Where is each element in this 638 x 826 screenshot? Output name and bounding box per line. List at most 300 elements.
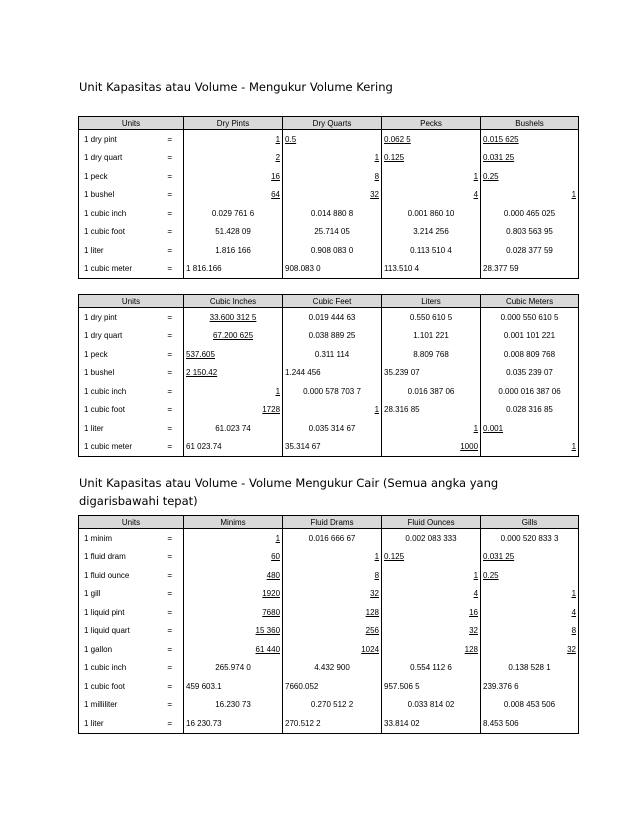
table-cell [283,401,382,420]
column-header: Cubic Feet [283,295,382,308]
cell-value: 0.270 512 2 [310,700,354,710]
table-cell [382,149,481,168]
column-header: Fluid Ounces [382,516,481,529]
exact-value: 256 [365,626,380,636]
exact-value: 32 [469,626,479,636]
unit-label: 1 liter [79,241,157,260]
exact-value: 2 [275,153,281,163]
table-cell [481,149,579,168]
table-row [79,585,579,604]
table-cell [481,401,579,420]
equals-sign: = [157,223,184,242]
column-header: Dry Pints [184,117,283,130]
exact-value: 32 [370,190,380,200]
equals-sign: = [157,640,184,659]
column-header: Minims [184,516,283,529]
table-cell [481,659,579,678]
table-cell [184,714,283,733]
table-row [79,622,579,641]
column-header: Dry Quarts [283,117,382,130]
table-cell [283,204,382,223]
table-cell [481,585,579,604]
exact-value: 67.200 625 [212,331,254,341]
unit-label: 1 fluid dram [79,548,157,567]
table-cell [283,622,382,641]
table-cell [382,714,481,733]
cell-value: 16 230.73 [186,718,222,728]
table-cell [382,186,481,205]
table-cell [382,419,481,438]
equals-sign: = [157,659,184,678]
exact-value: 1 [473,171,479,181]
exact-value: 1000 [460,442,479,452]
cell-value: 0.035 239 07 [506,368,553,378]
equals-sign: = [157,308,184,327]
table-cell [481,130,579,149]
equals-sign: = [157,345,184,364]
table-row [79,204,579,223]
table-cell [481,308,579,327]
equals-sign: = [157,603,184,622]
table-cell [184,327,283,346]
column-header: Cubic Inches [184,295,283,308]
equals-sign: = [157,204,184,223]
table-cell [184,382,283,401]
unit-label: 1 dry pint [79,308,157,327]
unit-label: 1 gill [79,585,157,604]
table-cell [184,364,283,383]
cell-value: 0.554 112 6 [410,663,452,673]
table-cell [481,438,579,457]
equals-sign: = [157,382,184,401]
equals-sign: = [157,241,184,260]
column-header: Units [79,295,184,308]
table-cell [382,622,481,641]
cell-value: 0.001 101 221 [503,331,556,341]
cell-value: 0.038 889 25 [308,331,356,341]
exact-value: 0.125 [384,552,405,562]
exact-value: 1 [275,134,281,144]
cell-value: 3.214 256 [413,227,449,237]
table-cell [283,566,382,585]
cell-value: 265.974 0 [215,663,251,673]
exact-value: 0.25 [483,570,499,580]
exact-value: 1 [473,423,479,433]
table-cell [382,260,481,279]
equals-sign: = [157,260,184,279]
cell-value: 0.033 814 02 [407,700,455,710]
table-cell [382,438,481,457]
exact-value: 8 [571,626,577,636]
table-cell [184,345,283,364]
table-cell [382,677,481,696]
exact-value: 1 [374,153,380,163]
exact-value: 1 [275,533,281,543]
table-cell [481,327,579,346]
table-cell [382,327,481,346]
equals-sign: = [157,566,184,585]
exact-value: 0.001 [483,423,504,433]
equals-sign: = [157,622,184,641]
table-cell [382,167,481,186]
equals-sign: = [157,419,184,438]
table-cell [184,130,283,149]
table-cell [184,622,283,641]
cell-value: 0.138 528 1 [508,663,551,673]
cell-value: 0.029 761 6 [211,208,255,218]
table-cell [481,677,579,696]
table-row [79,327,579,346]
table-cell [283,714,382,733]
exact-value: 1 [374,552,380,562]
exact-value: 4 [571,607,577,617]
table-cell [283,659,382,678]
cell-value: 8.453 506 [483,718,519,728]
cell-value: 0.028 377 59 [506,245,553,255]
unit-label: 1 milliliter [79,696,157,715]
exact-value: 8 [374,171,380,181]
exact-value: 0.031 25 [483,153,515,163]
table-cell [481,419,579,438]
table-row [79,345,579,364]
table-cell [283,308,382,327]
cell-value: 908.083 0 [285,264,321,274]
unit-label: 1 peck [79,345,157,364]
equals-sign: = [157,130,184,149]
column-header: Gills [481,516,579,529]
exact-value: 1 [374,405,380,415]
cell-value: 16.230 73 [215,700,251,710]
dry-volume-table-2 [78,294,579,457]
exact-value: 0.125 [384,153,405,163]
unit-label: 1 minim [79,529,157,548]
exact-value: 1 [571,589,577,599]
unit-label: 1 bushel [79,364,157,383]
table-row [79,419,579,438]
unit-label: 1 cubic meter [79,260,157,279]
cell-value: 0.803 563 95 [506,227,553,237]
exact-value: 7680 [262,607,281,617]
table-cell [481,223,579,242]
equals-sign: = [157,167,184,186]
exact-value: 1920 [262,589,281,599]
column-header: Units [79,516,184,529]
exact-value: 1024 [361,644,380,654]
cell-value: 0.550 610 5 [409,312,453,322]
column-header: Bushels [481,117,579,130]
cell-value: 61 023.74 [186,442,222,452]
exact-value: 0.015 625 [483,134,519,144]
exact-value: 32 [567,644,577,654]
cell-value: 0.008 453 506 [503,700,556,710]
table-cell [184,241,283,260]
unit-label: 1 dry pint [79,130,157,149]
table-row [79,149,579,168]
cell-value: 0.000 465 025 [503,208,556,218]
table-cell [382,382,481,401]
table-row [79,659,579,678]
table-cell [382,659,481,678]
table-cell [481,241,579,260]
exact-value: 1728 [262,405,281,415]
exact-value: 4 [473,589,479,599]
cell-value: 0.019 444 63 [308,312,356,322]
table-row [79,308,579,327]
cell-value: 957.506 5 [384,681,420,691]
table-cell [283,345,382,364]
table-cell [382,566,481,585]
exact-value: 128 [365,607,380,617]
table-cell [184,186,283,205]
cell-value: 0.035 314 67 [308,423,356,433]
equals-sign: = [157,548,184,567]
table-row [79,640,579,659]
table-row [79,401,579,420]
equals-sign: = [157,327,184,346]
cell-value: 51.428 09 [215,227,251,237]
table-cell [283,223,382,242]
table-cell [382,345,481,364]
exact-value: 0.5 [285,134,297,144]
column-header: Liters [382,295,481,308]
exact-value: 4 [473,190,479,200]
unit-label: 1 dry quart [79,149,157,168]
table-cell [283,364,382,383]
table-cell [283,677,382,696]
table-cell [283,241,382,260]
table-cell [283,438,382,457]
table-cell [283,419,382,438]
table-cell [283,260,382,279]
equals-sign: = [157,401,184,420]
table-row [79,677,579,696]
unit-label: 1 liquid quart [79,622,157,641]
table-cell [184,308,283,327]
equals-sign: = [157,585,184,604]
cell-value: 0.000 550 610 5 [500,312,559,322]
table-cell [382,401,481,420]
exact-value: 16 [271,171,281,181]
table-row [79,130,579,149]
table-cell [481,529,579,548]
unit-label: 1 peck [79,167,157,186]
table-cell [283,327,382,346]
unit-label: 1 cubic inch [79,659,157,678]
cell-value: 28.377 59 [483,264,519,274]
cell-value: 0.016 666 67 [308,533,356,543]
cell-value: 239.376 6 [483,681,519,691]
exact-value: 16 [469,607,479,617]
cell-value: 0.311 114 [314,349,350,359]
table-row [79,382,579,401]
table-row [79,714,579,733]
unit-label: 1 cubic foot [79,401,157,420]
exact-value: 480 [266,570,281,580]
table-row [79,603,579,622]
table-cell [481,714,579,733]
table-cell [184,548,283,567]
table-row [79,260,579,279]
exact-value: 1 [571,190,577,200]
table-cell [382,640,481,659]
table-cell [184,566,283,585]
table-cell [283,640,382,659]
exact-value: 61 440 [255,644,281,654]
table-cell [382,696,481,715]
table-cell [184,149,283,168]
column-header: Pecks [382,117,481,130]
cell-value: 35.314 67 [285,442,321,452]
table-row [79,529,579,548]
table-cell [283,696,382,715]
exact-value: 0.25 [483,171,499,181]
cell-value: 0.016 387 06 [407,386,455,396]
table-cell [283,585,382,604]
exact-value: 0.031 25 [483,552,515,562]
table-cell [184,659,283,678]
column-header: Units [79,117,184,130]
cell-value: 270.512 2 [285,718,321,728]
cell-value: 1.816 166 [215,245,251,255]
equals-sign: = [157,529,184,548]
cell-value: 8.809 768 [413,349,449,359]
unit-label: 1 fluid ounce [79,566,157,585]
exact-value: 8 [374,570,380,580]
table-cell [184,204,283,223]
equals-sign: = [157,696,184,715]
exact-value: 64 [271,190,281,200]
table-cell [382,308,481,327]
cell-value: 61.023 74 [215,423,251,433]
table-cell [283,130,382,149]
cell-value: 0.028 316 85 [506,405,553,415]
table-row [79,241,579,260]
table-cell [184,223,283,242]
unit-label: 1 cubic inch [79,204,157,223]
equals-sign: = [157,364,184,383]
table-cell [481,640,579,659]
table-cell [184,603,283,622]
unit-label: 1 liquid pint [79,603,157,622]
cell-value: 0.000 016 387 06 [498,386,561,396]
table-cell [382,241,481,260]
table-cell [283,548,382,567]
cell-value: 1.101 221 [413,331,449,341]
liquid-volume-table [78,515,579,734]
unit-label: 1 dry quart [79,327,157,346]
cell-value: 0.014 880 8 [310,208,354,218]
table-cell [283,149,382,168]
cell-value: 0.000 520 833 3 [500,533,559,543]
table-cell [382,585,481,604]
table-cell [481,603,579,622]
exact-value: 60 [271,552,281,562]
equals-sign: = [157,677,184,696]
heading-dry-volume: Unit Kapasitas atau Volume - Mengukur Volume Kering [79,80,393,94]
table-cell [283,603,382,622]
exact-value: 2 150.42 [186,368,218,378]
cell-value: 0.000 578 703 7 [303,386,361,396]
table-cell [184,696,283,715]
equals-sign: = [157,438,184,457]
table-cell [184,438,283,457]
heading-liquid-volume-line1: Unit Kapasitas atau Volume - Volume Mengukur Cair (Semua angka yang [79,476,499,490]
unit-label: 1 cubic inch [79,382,157,401]
table-cell [283,186,382,205]
table-cell [184,401,283,420]
table-cell [481,548,579,567]
cell-value: 0.008 809 768 [503,349,556,359]
table-cell [184,167,283,186]
table-cell [481,364,579,383]
heading-liquid-volume-line2: digarisbawahi tepat) [79,494,198,508]
unit-label: 1 bushel [79,186,157,205]
cell-value: 459 603.1 [186,681,222,691]
table-cell [481,186,579,205]
table-cell [184,585,283,604]
table-row [79,186,579,205]
table-cell [481,260,579,279]
table-cell [382,364,481,383]
table-cell [184,677,283,696]
table-cell [481,696,579,715]
unit-label: 1 liter [79,714,157,733]
equals-sign: = [157,714,184,733]
equals-sign: = [157,186,184,205]
unit-label: 1 cubic meter [79,438,157,457]
exact-value: 1 [473,570,479,580]
table-cell [382,223,481,242]
unit-label: 1 cubic foot [79,677,157,696]
table-cell [481,204,579,223]
table-row [79,223,579,242]
column-header: Fluid Drams [283,516,382,529]
table-cell [481,345,579,364]
table-cell [481,382,579,401]
table-cell [184,419,283,438]
unit-label: 1 cubic foot [79,223,157,242]
table-cell [283,529,382,548]
table-cell [283,382,382,401]
table-row [79,364,579,383]
table-cell [481,566,579,585]
table-cell [382,548,481,567]
equals-sign: = [157,149,184,168]
exact-value: 1 [275,386,281,396]
table-cell [481,167,579,186]
table-cell [283,167,382,186]
table-cell [481,622,579,641]
table-row [79,566,579,585]
unit-label: 1 gallon [79,640,157,659]
exact-value: 33.600 312 5 [209,312,257,322]
table-cell [382,529,481,548]
cell-value: 0.113 510 4 [410,245,452,255]
cell-value: 35.239 07 [384,368,420,378]
cell-value: 0.908 083 0 [310,245,354,255]
cell-value: 28.316 85 [384,405,420,415]
cell-value: 4.432 900 [314,663,350,673]
table-cell [184,260,283,279]
unit-label: 1 liter [79,419,157,438]
cell-value: 7660.052 [285,681,319,691]
exact-value: 15 360 [255,626,281,636]
exact-value: 1 [571,442,577,452]
table-cell [184,640,283,659]
table-row [79,696,579,715]
exact-value: 537.605 [186,349,215,359]
exact-value: 0.062 5 [384,134,411,144]
